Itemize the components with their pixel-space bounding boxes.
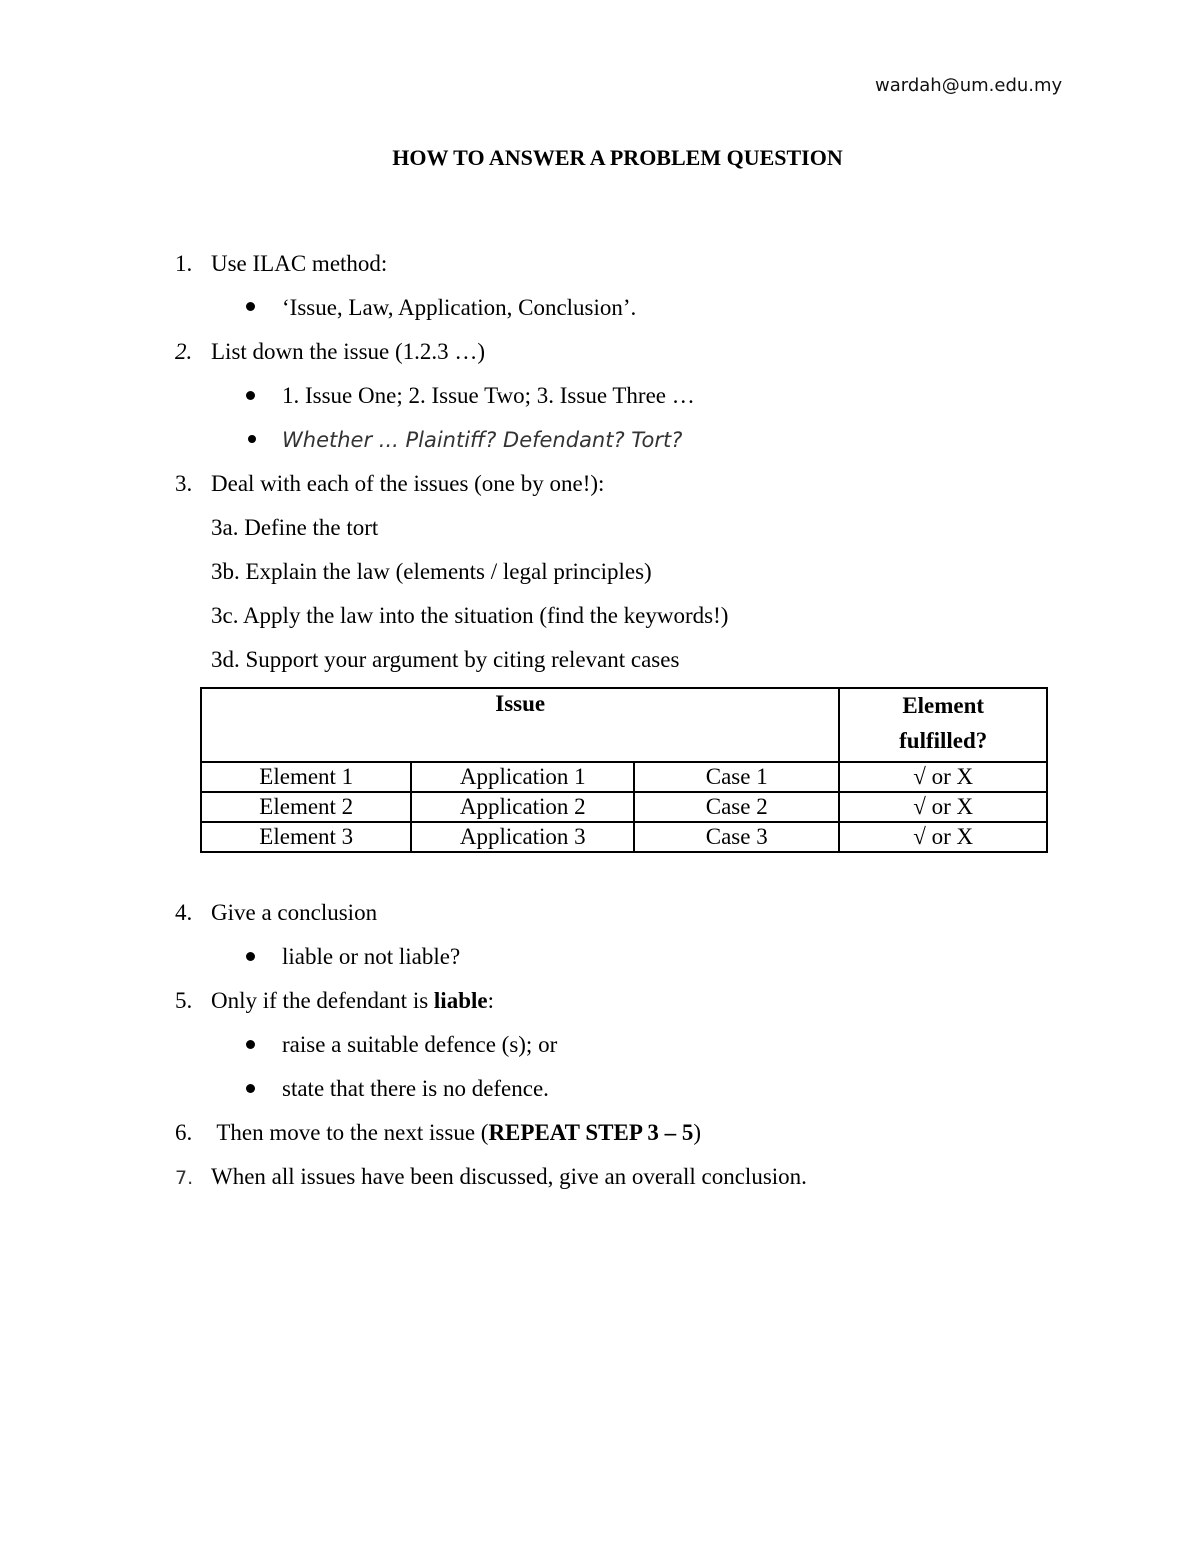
author-email: wardah@um.edu.my — [875, 75, 1063, 96]
step-2-bullet-1: 1. Issue One; 2. Issue Two; 3. Issue Three … — [282, 383, 695, 408]
header-element-line-1: Element — [902, 693, 985, 718]
step-text-bold: liable — [433, 988, 488, 1013]
step-1-bullet: ‘Issue, Law, Application, Conclusion’. — [282, 295, 637, 320]
table-row — [201, 762, 1047, 792]
step-2-bullet-2: Whether ... Plaintiff? Defendant? Tort? — [282, 428, 683, 452]
step-text: Only if the defendant is — [211, 988, 434, 1013]
step-2 — [175, 339, 485, 365]
step-5 — [175, 988, 494, 1014]
step-text-end: ) — [693, 1120, 702, 1145]
cell-application: Application 2 — [411, 792, 634, 822]
table-row — [201, 792, 1047, 822]
bullet-icon — [246, 391, 255, 400]
step-number: 5. — [175, 988, 193, 1013]
table-row — [201, 822, 1047, 852]
cell-case: Case 3 — [634, 822, 839, 852]
ilac-table — [200, 687, 1048, 853]
cell-fulfilled: √ or X — [839, 822, 1047, 852]
bullet-icon — [246, 302, 255, 311]
header-issue: Issue — [201, 688, 839, 762]
step-5-bullet-2: state that there is no defence. — [282, 1076, 549, 1101]
step-text: Use ILAC method: — [211, 251, 388, 276]
step-text-end: : — [487, 988, 494, 1013]
cell-element: Element 3 — [201, 822, 411, 852]
bullet-icon — [246, 952, 255, 961]
header-element-line-2: fulfilled? — [899, 728, 988, 753]
step-3b: 3b. Explain the law (elements / legal principles) — [211, 559, 652, 584]
step-text: Then move to the next issue ( — [211, 1120, 489, 1145]
cell-fulfilled: √ or X — [839, 792, 1047, 822]
header-element-fulfilled — [839, 688, 1047, 762]
step-number: 4. — [175, 900, 193, 925]
step-number: 6. — [175, 1120, 193, 1145]
step-7 — [175, 1164, 807, 1190]
cell-element: Element 2 — [201, 792, 411, 822]
bullet-icon — [248, 435, 256, 443]
table-header-row — [201, 688, 1047, 762]
step-text: Deal with each of the issues (one by one!): — [211, 471, 605, 496]
step-1 — [175, 251, 387, 277]
cell-application: Application 3 — [411, 822, 634, 852]
step-text: When all issues have been discussed, give an overall conclusion. — [211, 1164, 807, 1189]
cell-fulfilled: √ or X — [839, 762, 1047, 792]
step-3c: 3c. Apply the law into the situation (find the keywords!) — [211, 603, 729, 628]
step-text: Give a conclusion — [211, 900, 378, 925]
step-text: List down the issue (1.2.3 …) — [211, 339, 486, 364]
step-number: 1. — [175, 251, 193, 276]
step-3 — [175, 471, 604, 497]
step-text-bold: REPEAT STEP 3 – 5 — [488, 1120, 694, 1145]
step-number: 7. — [175, 1167, 194, 1189]
cell-case: Case 1 — [634, 762, 839, 792]
cell-case: Case 2 — [634, 792, 839, 822]
step-6 — [175, 1120, 701, 1146]
step-4-bullet: liable or not liable? — [282, 944, 461, 969]
bullet-icon — [246, 1040, 255, 1049]
step-4 — [175, 900, 377, 926]
page-title: HOW TO ANSWER A PROBLEM QUESTION — [392, 145, 843, 170]
cell-application: Application 1 — [411, 762, 634, 792]
step-5-bullet-1: raise a suitable defence (s); or — [282, 1032, 558, 1057]
step-number: 3. — [175, 471, 193, 496]
step-3a: 3a. Define the tort — [211, 515, 379, 540]
cell-element: Element 1 — [201, 762, 411, 792]
step-number: 2. — [175, 339, 193, 364]
step-3d: 3d. Support your argument by citing relevant cases — [211, 647, 680, 672]
bullet-icon — [246, 1084, 255, 1093]
